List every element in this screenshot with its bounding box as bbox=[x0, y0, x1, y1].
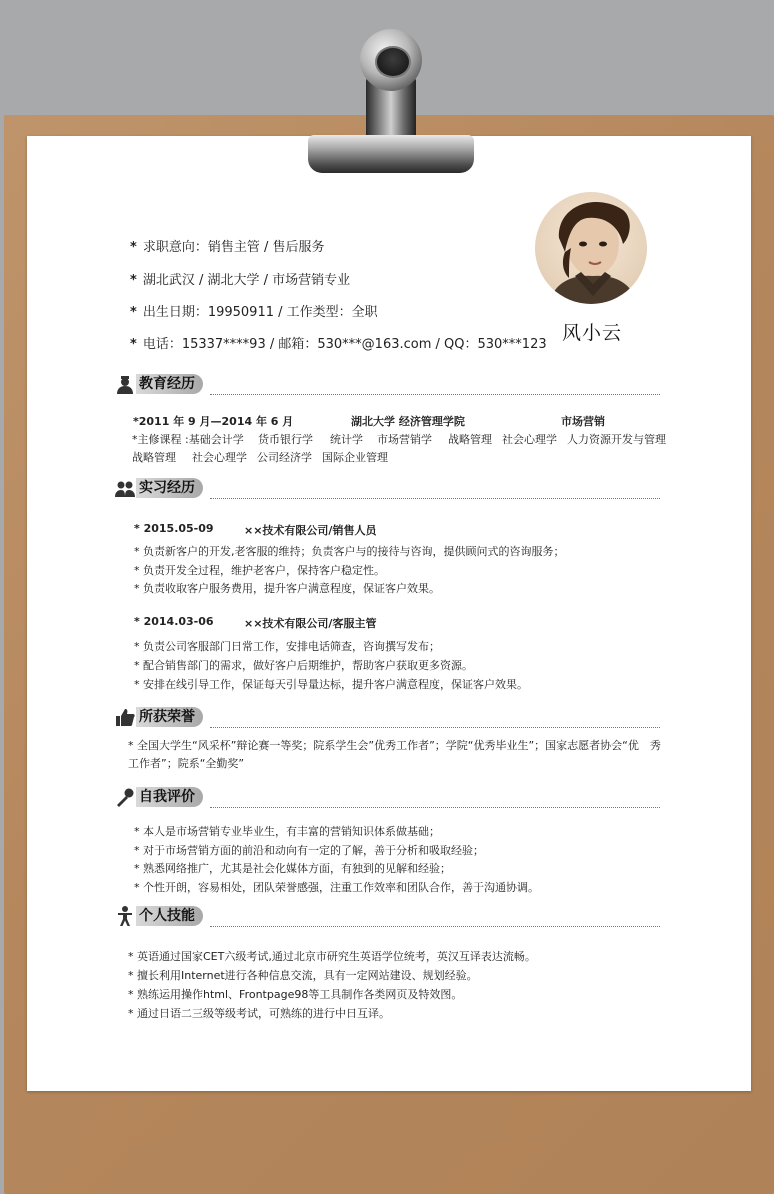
education-divider bbox=[210, 394, 660, 395]
info-location: * 湖北武汉 / 湖北大学 / 市场营销专业 bbox=[130, 273, 351, 288]
self-divider bbox=[210, 807, 660, 808]
self-item: * 个性开朗，容易相处，团队荣誉感强，注重工作效率和团队合作，善于沟通协调。 bbox=[134, 881, 539, 894]
microphone-icon bbox=[114, 786, 136, 808]
self-item: * 熟悉网络推广，尤其是社会化媒体方面，有独到的见解和经验； bbox=[134, 862, 451, 875]
skill-item: * 英语通过国家CET六级考试,通过北京市研究生英语学位统考，英汉互译表达流畅。 bbox=[128, 950, 536, 963]
internship-divider bbox=[210, 498, 660, 499]
avatar bbox=[535, 192, 647, 304]
skill-item: * 通过日语二三级等级考试，可熟练的进行中日互译。 bbox=[128, 1007, 390, 1020]
skills-divider bbox=[210, 926, 660, 927]
awards-divider bbox=[210, 727, 660, 728]
job-1-duty: * 负责新客户的开发,老客服的维持；负责客户与的接待与咨询，提供顾问式的咨询服务； bbox=[134, 545, 565, 558]
job-2-header: * 2014.03-06 ××技术有限公司/客服主管 bbox=[134, 615, 377, 630]
info-birth: * 出生日期：19950911 / 工作类型：全职 bbox=[130, 305, 378, 320]
awards-text: * 全国大学生“风采杯”辩论赛一等奖；院系学生会”优秀工作者”；学院“优秀毕业生”；国家志愿者协会“优 秀工作者”；院系“全勤奖” bbox=[128, 739, 661, 770]
job-1-header: * 2015.05-09 ××技术有限公司/销售人员 bbox=[134, 522, 377, 537]
job-2-duty: * 负责公司客服部门日常工作，安排电话筛查，咨询撰写发布； bbox=[134, 640, 440, 653]
education-header: *2011 年 9 月—2014 年 6 月 湖北大学 经济管理学院 市场营销 bbox=[133, 415, 605, 428]
candidate-name: 风小云 bbox=[562, 322, 623, 344]
thumbs-up-icon bbox=[114, 706, 136, 728]
team-icon bbox=[114, 477, 136, 499]
education-courses-2: 战略管理 社会心理学 公司经济学 国际企业管理 bbox=[132, 451, 388, 464]
person-icon bbox=[114, 905, 136, 927]
binder-clip bbox=[300, 25, 480, 180]
self-item: * 本人是市场营销专业毕业生，有丰富的营销知识体系做基础； bbox=[134, 825, 440, 838]
education-courses-1: *主修课程 :基础会计学 货币银行学 统计学 市场营销学 战略管理 社会心理学 人力资源开发与管理 bbox=[132, 433, 666, 446]
info-intention: * 求职意向：销售主管 / 售后服务 bbox=[130, 240, 325, 255]
job-2-duty: * 配合销售部门的需求，做好客户后期维护，帮助客户获取更多资源。 bbox=[134, 659, 473, 672]
job-2-duty: * 安排在线引导工作，保证每天引导量达标，提升客户满意程度，保证客户效果。 bbox=[134, 678, 528, 691]
skill-item: * 熟练运用操作html、Frontpage98等工具制作各类网页及特效图。 bbox=[128, 988, 463, 1001]
skill-item: * 擅长利用Internet进行各种信息交流，具有一定网站建设、规划经验。 bbox=[128, 969, 478, 982]
info-contact: * 电话：15337****93 / 邮箱：530***@163.com / QQ：530***123 bbox=[130, 337, 547, 352]
job-1-duty: * 负责收取客户服务费用，提升客户满意程度，保证客户效果。 bbox=[134, 582, 440, 595]
graduate-icon bbox=[114, 373, 136, 395]
self-item: * 对于市场营销方面的前沿和动向有一定的了解，善于分析和吸取经验； bbox=[134, 844, 484, 857]
job-1-duty: * 负责开发全过程，维护老客户，保持客户稳定性。 bbox=[134, 564, 385, 577]
